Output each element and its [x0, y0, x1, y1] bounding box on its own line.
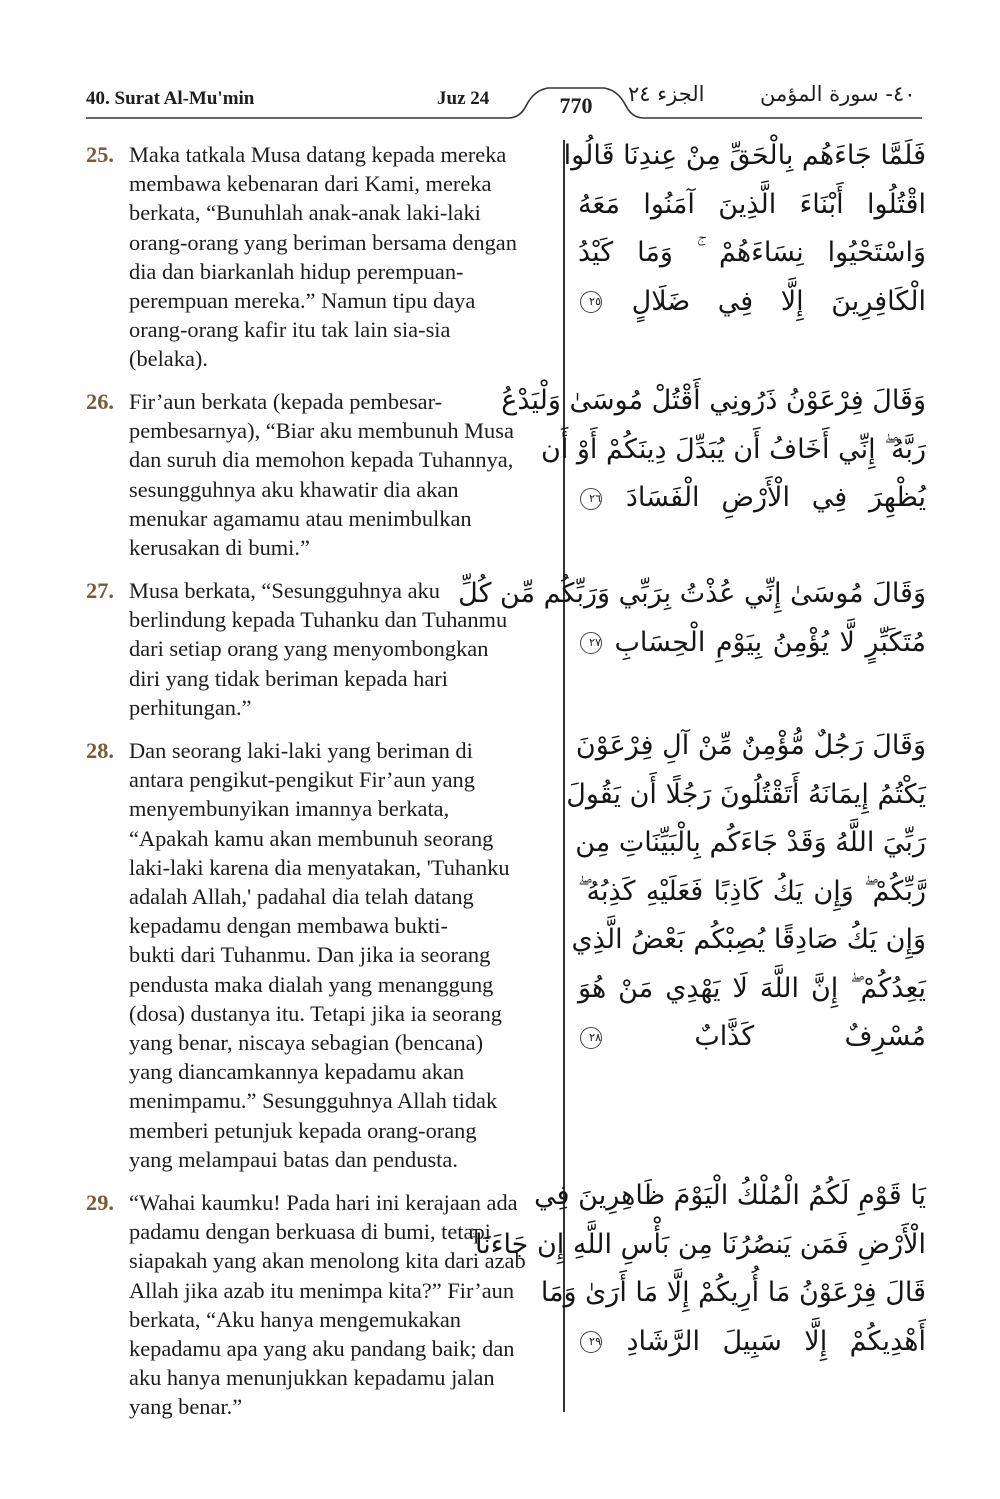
page-number: 770 — [559, 93, 593, 118]
verse-text: Dan seorang laki-laki yang beriman di antara pengikut-pengikut Fir’aun yang menyembunyikan imannya berkata, “Apakah kamu akan membunuh seorang laki-laki karena dia menyatakan, 'Tuhanku adalah Allah,' padahal dia telah datang kepadamu dengan membawa bukti- bukti dari Tuhanmu. Dan jika ia seorang pendusta maka dialah yang menanggung (dosa) dustanya itu. Tetapi jika ia seorang yang benar, niscaya sebagian (bencana) yang diancamkannya kepadamu akan menimpamu.” Sesungguhnya Allah tidak memberi petunjuk kepada orang-orang yang melampaui batas dan pendusta. — [129, 738, 510, 1172]
arabic-line: وَقَالَ مُوسَىٰ إِنِّي عُذْتُ بِرَبِّي وَرَبِّكُم مِّن كُلِّ — [458, 578, 926, 609]
juz-label-latin: Juz 24 — [437, 88, 490, 109]
arabic-line: رَبِّيَ اللَّهُ وَقَدْ جَاءَكُم بِالْبَيِّنَاتِ مِن — [575, 827, 926, 858]
header-rule — [0, 0, 1000, 140]
verse-number: 26. — [86, 389, 114, 414]
ayah-end-marker: ٢٥ — [580, 291, 602, 313]
verse-text: Musa berkata, “Sesungguhnya aku berlindung kepada Tuhanku dan Tuhanmu dari setiap orang yang menyombongkan diri yang tidak beriman kepada hari perhitungan.” — [129, 578, 508, 720]
arabic-line-text: يُظْهِرَ فِي الْأَرْضِ الْفَسَادَ — [625, 482, 926, 513]
arabic-line: رَبَّهُ ۖ إِنِّي أَخَافُ أَن يُبَدِّلَ دِينَكُمْ أَوْ أَن — [540, 433, 926, 465]
verse-26-arabic — [501, 377, 926, 523]
surah-title-arabic: ٤٠- سورة المؤمن — [760, 82, 916, 106]
juz-label-arabic: الجزء ٢٤ — [628, 82, 705, 106]
arabic-line — [578, 1013, 926, 1062]
arabic-line: اقْتُلُوا أَبْنَاءَ الَّذِينَ آمَنُوا مَعَهُ — [578, 188, 926, 220]
ayah-end-marker: ٢٩ — [580, 1331, 602, 1353]
arabic-line: يَا قَوْمِ لَكُمُ الْمُلْكُ الْيَوْمَ ظَاهِرِينَ فِي — [534, 1180, 926, 1211]
arabic-line: وَقَالَ رَجُلٌ مُّؤْمِنٌ مِّنْ آلِ فِرْعَوْنَ — [575, 730, 926, 761]
verse-number: 27. — [86, 578, 114, 603]
arabic-line: الْأَرْضِ فَمَن يَنصُرُنَا مِن بَأْسِ اللَّهِ إِن جَاءَنَا ۚ — [468, 1228, 926, 1260]
arabic-line: رَّبِّكُمْ ۖ وَإِن يَكُ كَاذِبًا فَعَلَيْهِ كَذِبُهُ ۖ — [578, 875, 926, 907]
verse-number: 28. — [86, 738, 114, 763]
verse-text: “Wahai kaumku! Pada hari ini kerajaan ada padamu dengan berkuasa di bumi, tetapi siapakah yang akan menolong kita dari azab Allah jika azab itu menimpa kita?” Fir’aun berkata, “Aku hanya mengemukakan kepadamu apa yang aku pandang baik; dan aku hanya menunjukkan kepadamu jalan yang benar.” — [129, 1190, 526, 1420]
verse-number: 29. — [86, 1190, 114, 1215]
arabic-line: وَقَالَ فِرْعَوْنُ ذَرُونِي أَقْتُلْ مُوسَىٰ وَلْيَدْعُ — [501, 385, 926, 416]
arabic-line: وَإِن يَكُ صَادِقًا يُصِبْكُم بَعْضُ الَّذِي — [571, 924, 926, 955]
verse-number: 25. — [86, 142, 114, 167]
verse-29-arabic — [468, 1172, 926, 1366]
verse-25-translation — [86, 140, 561, 374]
arabic-line-text: مُتَكَبِّرٍ لَّا يُؤْمِنُ بِيَوْمِ الْحِسَابِ — [614, 626, 926, 658]
ayah-end-marker: ٢٨ — [580, 1027, 602, 1049]
arabic-line: قَالَ فِرْعَوْنُ مَا أُرِيكُمْ إِلَّا مَا أَرَىٰ وَمَا — [540, 1277, 926, 1308]
ayah-end-marker: ٢٦ — [580, 488, 602, 510]
arabic-line: يَكْتُمُ إِيمَانَهُ أَتَقْتُلُونَ رَجُلًا أَن يَقُولَ — [566, 778, 926, 810]
verse-28-arabic — [566, 722, 926, 1062]
verse-26-translation — [86, 387, 561, 562]
arabic-line — [578, 1318, 926, 1367]
verse-25-arabic — [563, 132, 926, 326]
arabic-line — [578, 278, 926, 327]
arabic-line: فَلَمَّا جَاءَهُم بِالْحَقِّ مِنْ عِندِنَا قَالُوا — [563, 140, 926, 171]
arabic-line: وَاسْتَحْيُوا نِسَاءَهُمْ ۚ وَمَا كَيْدُ — [578, 237, 926, 268]
arabic-line-text: مُسْرِفٌ كَذَّابٌ — [694, 1021, 926, 1052]
verse-text: Fir’aun berkata (kepada pembesar- pembesarnya), “Biar aku membunuh Musa dan suruh dia memohon kepada Tuhannya, sesungguhnya aku khawatir dia akan menukar agamamu atau menimbulkan kerusakan di bumi.” — [129, 389, 514, 561]
arabic-line-text: الْكَافِرِينَ إِلَّا فِي ضَلَالٍ — [631, 285, 926, 317]
verse-27-arabic — [458, 570, 926, 667]
arabic-line: يَعِدُكُمْ ۖ إِنَّ اللَّهَ لَا يَهْدِي مَنْ هُوَ — [578, 972, 926, 1004]
arabic-line-text: أَهْدِيكُمْ إِلَّا سَبِيلَ الرَّشَادِ — [626, 1325, 926, 1357]
surah-title-latin: 40. Surat Al-Mu'min — [86, 88, 255, 109]
verse-text: Maka tatkala Musa datang kepada mereka membawa kebenaran dari Kami, mereka berkata, “Bunuhlah anak-anak laki-laki orang-orang yang beriman bersama dengan dia dan biarkanlah hidup perempuan- perempuan mereka.” Namun tipu daya orang-orang kafir itu tak lain sia-sia (belaka). — [129, 142, 517, 372]
verse-28-translation — [86, 736, 561, 1174]
arabic-line — [578, 474, 926, 523]
ayah-end-marker: ٢٧ — [580, 632, 602, 654]
arabic-line — [578, 619, 926, 668]
